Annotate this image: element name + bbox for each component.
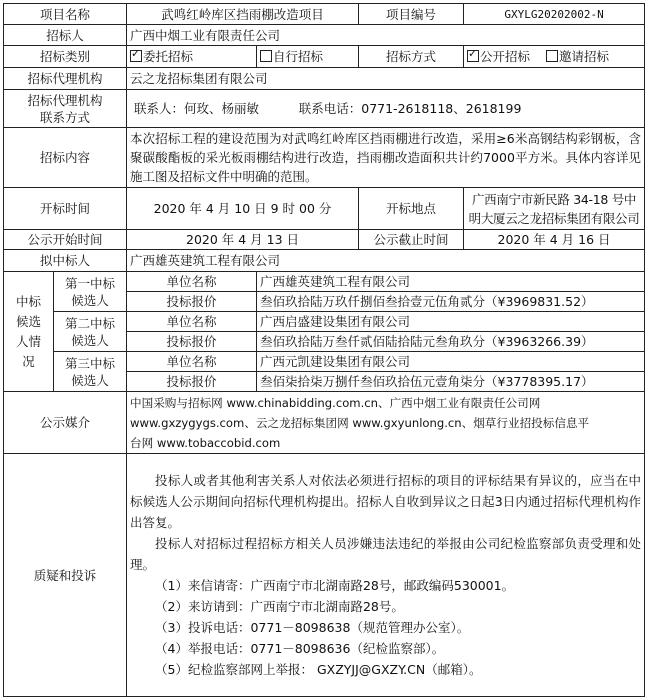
media-line-3: 台网 www.tobaccobid.com bbox=[130, 435, 281, 450]
category-label: 招标类别 bbox=[4, 46, 127, 68]
candidate-3-price: 叁佰柒拾柒万捌仟叁佰玖拾伍元壹角柒分（¥3778395.17） bbox=[257, 372, 645, 392]
candidate-3-price-label: 投标报价 bbox=[127, 372, 257, 392]
media-line-2: www.gxzygygs.com、云之龙招标集团网 www.gxyunlong.cn、烟草行业招投标信息平 bbox=[130, 415, 590, 430]
contact-value bbox=[127, 90, 645, 128]
candidate-1-rank bbox=[54, 272, 127, 312]
checkbox-self-icon bbox=[260, 50, 272, 62]
row-tenderer bbox=[4, 25, 645, 46]
row-media bbox=[4, 392, 645, 454]
row-publicity bbox=[4, 230, 645, 250]
bid-result-table bbox=[3, 3, 645, 697]
project-name-label: 项目名称 bbox=[4, 4, 127, 25]
candidate-3-rank-line1: 第三中标 bbox=[65, 355, 116, 371]
row-winner bbox=[4, 250, 645, 272]
complaint-item-4: （4）举报电话：0771－8098636（纪检监察部）。 bbox=[155, 641, 445, 656]
agency-label: 招标代理机构 bbox=[4, 68, 127, 90]
content-text: 本次招标工程的建设范围为对武鸣红岭库区挡雨棚进行改造，采用≥6米高钢结构彩钢板，含聚碳酸酯板的采光板雨棚结构进行改造，挡雨棚改造面积共计约7000平方米。具体内容详见施工图及招标文件中明确的范围。 bbox=[127, 128, 645, 188]
opening-time-label: 开标时间 bbox=[4, 188, 127, 230]
publicity-end-value: 2020 年 4 月 16 日 bbox=[464, 230, 645, 250]
candidate-1-price-label: 投标报价 bbox=[127, 292, 257, 312]
complaint-para-2: 投标人对招标过程招标方相关人员涉嫌违法违纪的举报由公司纪检监察部负责受理和处理。 bbox=[130, 536, 642, 572]
row-complaint bbox=[4, 454, 645, 697]
candidate-1-rank-line1: 第一中标 bbox=[65, 275, 116, 291]
project-name-value: 武鸣红岭库区挡雨棚改造项目 bbox=[127, 4, 359, 25]
candidate-2-unit-label: 单位名称 bbox=[127, 312, 257, 332]
opening-place-label: 开标地点 bbox=[359, 188, 464, 230]
method-options bbox=[464, 46, 645, 68]
complaint-item-3: （3）投诉电话：0771－8098638（规范管理办公室）。 bbox=[155, 620, 470, 635]
table-row bbox=[4, 352, 645, 372]
candidate-3-unit: 广西元凯建设集团有限公司 bbox=[257, 352, 645, 372]
row-content bbox=[4, 128, 645, 188]
checkbox-entrusted-icon bbox=[130, 50, 142, 62]
complaint-para-1: 投标人或者其他利害关系人对依法必须进行招标的项目的评标结果有异议的，应当在中标候选人公示期间向招标代理机构提出。招标人自收到异议之日起3日内通过招标代理机构作出答复。 bbox=[130, 473, 642, 530]
winner-value: 广西雄英建筑工程有限公司 bbox=[127, 250, 645, 272]
complaint-item-2: （2）来访请到：广西南宁市北湖南路28号。 bbox=[155, 599, 404, 614]
project-code-label: 项目编号 bbox=[359, 4, 464, 25]
media-label: 公示媒介 bbox=[4, 392, 127, 454]
candidate-2-rank-line1: 第二中标 bbox=[65, 315, 116, 331]
candidate-3-rank-line2: 候选人 bbox=[71, 372, 109, 388]
opening-time-value: 2020 年 4 月 10 日 9 时 00 分 bbox=[127, 188, 359, 230]
winner-label: 拟中标人 bbox=[4, 250, 127, 272]
row-contact bbox=[4, 90, 645, 128]
candidate-2-price-label: 投标报价 bbox=[127, 332, 257, 352]
candidate-1-rank-line2: 候选人 bbox=[71, 292, 109, 308]
tenderer-value: 广西中烟工业有限责任公司 bbox=[127, 25, 645, 46]
contact-label-line1: 招标代理机构 bbox=[27, 92, 103, 108]
media-line-1: 中国采购与招标网 www.chinabidding.com.cn、广西中烟工业有限责任公司网 bbox=[130, 395, 541, 410]
candidates-section-label: 中标候选人情况 bbox=[4, 272, 54, 392]
row-project bbox=[4, 4, 645, 25]
checkbox-open-icon bbox=[467, 50, 479, 62]
candidate-2-price: 叁佰玖拾陆万叁仟贰佰陆拾陆元叁角玖分（¥3963266.39） bbox=[257, 332, 645, 352]
contact-phone: 联系电话：0771-2618118、2618199 bbox=[298, 101, 522, 116]
method-option-invite-label: 邀请招标 bbox=[558, 49, 609, 64]
complaint-item-5: （5）纪检监察部网上举报： GXZYJJ@GXZY.CN（邮箱）。 bbox=[155, 662, 482, 677]
candidate-3-rank bbox=[54, 352, 127, 392]
complaint-label: 质疑和投诉 bbox=[4, 454, 127, 697]
contact-label bbox=[4, 90, 127, 128]
checkbox-invite-icon bbox=[546, 50, 558, 62]
category-option-self-label: 自行招标 bbox=[273, 49, 324, 64]
complaint-item-1: （1）来信请寄：广西南宁市北湖南路28号，邮政编码530001。 bbox=[155, 578, 515, 593]
publicity-end-label: 公示截止时间 bbox=[359, 230, 464, 250]
media-value bbox=[127, 392, 645, 454]
candidate-1-price: 叁佰玖拾陆万玖仟捌佰叁拾壹元伍角贰分（¥3969831.52） bbox=[257, 292, 645, 312]
method-label: 招标方式 bbox=[359, 46, 464, 68]
candidate-2-rank-line2: 候选人 bbox=[71, 332, 109, 348]
row-agency bbox=[4, 68, 645, 90]
table-row bbox=[4, 272, 645, 292]
row-category bbox=[4, 46, 645, 68]
content-label: 招标内容 bbox=[4, 128, 127, 188]
category-option-entrusted bbox=[127, 46, 257, 68]
publicity-start-label: 公示开始时间 bbox=[4, 230, 127, 250]
project-code-value: GXYLG20202002-N bbox=[464, 4, 645, 25]
table-row bbox=[4, 312, 645, 332]
candidate-2-rank bbox=[54, 312, 127, 352]
publicity-start-value: 2020 年 4 月 13 日 bbox=[127, 230, 359, 250]
category-option-self bbox=[257, 46, 359, 68]
candidate-2-unit: 广西启盛建设集团有限公司 bbox=[257, 312, 645, 332]
opening-place-value: 广西南宁市新民路 34-18 号中明大厦云之龙招标集团有限公司 bbox=[464, 188, 645, 230]
candidate-1-unit: 广西雄英建筑工程有限公司 bbox=[257, 272, 645, 292]
candidate-1-unit-label: 单位名称 bbox=[127, 272, 257, 292]
tenderer-label: 招标人 bbox=[4, 25, 127, 46]
method-option-open-label: 公开招标 bbox=[480, 49, 531, 64]
contact-label-line2: 联系方式 bbox=[40, 109, 91, 125]
contact-person: 联系人：何玫、杨丽敏 bbox=[134, 101, 260, 116]
row-opening bbox=[4, 188, 645, 230]
agency-value: 云之龙招标集团有限公司 bbox=[127, 68, 645, 90]
category-option-entrusted-label: 委托招标 bbox=[143, 49, 194, 64]
candidate-3-unit-label: 单位名称 bbox=[127, 352, 257, 372]
complaint-value bbox=[127, 454, 645, 697]
